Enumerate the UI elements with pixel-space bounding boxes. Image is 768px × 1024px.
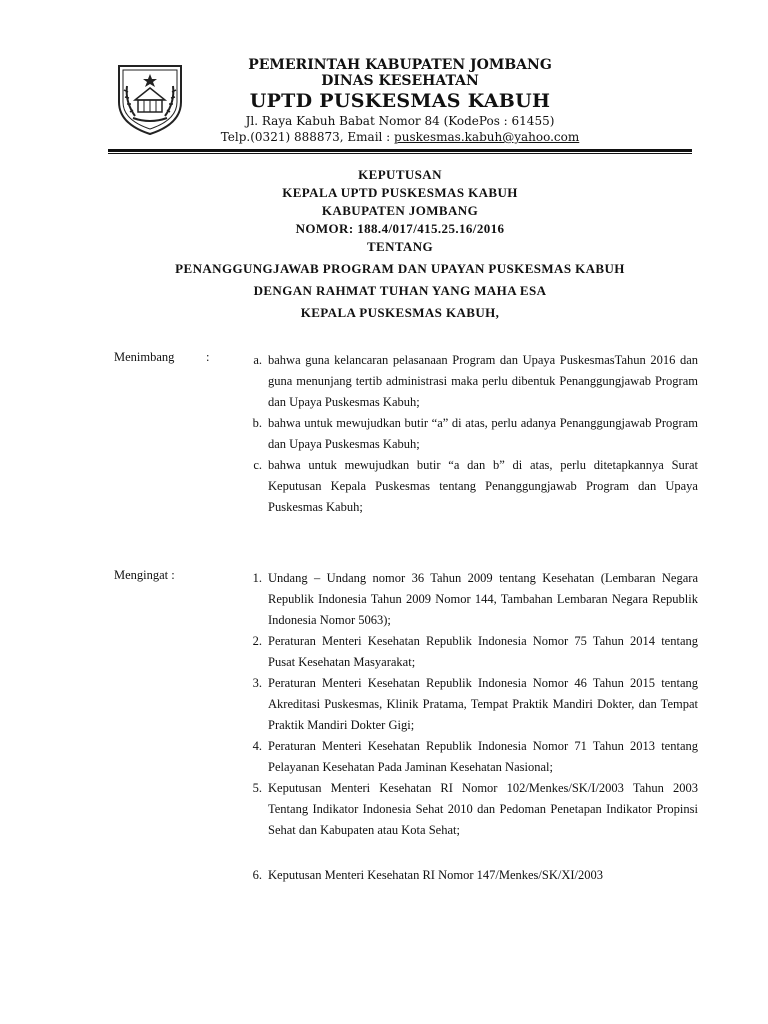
- letterhead: [190, 57, 610, 145]
- letterhead-government: PEMERINTAH KABUPATEN JOMBANG: [248, 57, 552, 73]
- letterhead-rule-thick: [108, 149, 692, 152]
- list-item-text: Keputusan Menteri Kesehatan RI Nomor 147/Menkes/SK/XI/2003: [268, 868, 604, 882]
- list-item: [242, 413, 698, 455]
- list-item: [242, 631, 698, 673]
- letterhead-agency: DINAS KESEHATAN: [321, 73, 479, 89]
- letterhead-rule-thin: [108, 153, 692, 154]
- letterhead-phone: Telp.(0321) 888873, Email :: [220, 130, 395, 144]
- list-item-text: Undang – Undang nomor 36 Tahun 2009 tentang Kesehatan (Lembaran Negara Republik Indonesia Tahun 2009 Nomor 144, Tambahan Lembaran Negara Republik Indonesia Nomor 5063);: [268, 571, 698, 627]
- list-marker: 3.: [252, 676, 262, 690]
- list-marker: 4.: [252, 739, 262, 753]
- list-marker: 6.: [252, 868, 262, 882]
- list-item: [242, 455, 698, 518]
- decree-title: KEPUTUSAN: [358, 167, 442, 182]
- list-item: [242, 568, 698, 631]
- list-marker: c.: [253, 458, 262, 472]
- letterhead-email-link[interactable]: puskesmas.kabuh@yahoo.com: [394, 130, 580, 144]
- decree-region: KABUPATEN JOMBANG: [321, 203, 479, 218]
- mengingat-list: [242, 568, 698, 886]
- letterhead-unit: UPTD PUSKESMAS KABUH: [249, 90, 551, 112]
- list-item: [242, 736, 698, 778]
- list-item: [242, 673, 698, 736]
- list-marker: a.: [253, 353, 262, 367]
- list-item-text: bahwa guna kelancaran pelasanaan Program dan Upaya PuskesmasTahun 2016 dan guna menunjang tertib administrasi maka perlu dibentuk Penanggungjawab Program dan Upaya Puskesmas Kabuh;: [268, 353, 698, 409]
- decree-subject-block: [100, 236, 700, 324]
- list-marker: 5.: [252, 781, 262, 795]
- decree-grace: DENGAN RAHMAT TUHAN YANG MAHA ESA: [253, 283, 547, 298]
- list-item-text: Peraturan Menteri Kesehatan Republik Indonesia Nomor 75 Tahun 2014 tentang Pusat Kesehatan Masyarakat;: [268, 634, 698, 669]
- list-item-text: Keputusan Menteri Kesehatan RI Nomor 102/Menkes/SK/I/2003 Tahun 2003 Tentang Indikator Indonesia Sehat 2010 dan Pedoman Penetapan Indikator Propinsi Sehat dan Kabupaten atau Kota Sehat;: [268, 781, 698, 837]
- letterhead-address: Jl. Raya Kabuh Babat Nomor 84 (KodePos : 61455): [245, 114, 555, 128]
- decree-about-label: TENTANG: [366, 239, 434, 254]
- regency-emblem-icon: [113, 62, 187, 136]
- list-marker: 2.: [252, 634, 262, 648]
- decree-heading: [100, 166, 700, 238]
- list-item-text: bahwa untuk mewujudkan butir “a dan b” di atas, perlu ditetapkannya Surat Keputusan Kepala Puskesmas tentang Penanggungjawab Program dan Upaya Puskesmas Kabuh;: [268, 458, 698, 514]
- list-item-text: Peraturan Menteri Kesehatan Republik Indonesia Nomor 46 Tahun 2015 tentang Akreditasi Puskesmas, Klinik Pratama, Tempat Praktik Mandiri Dokter, dan Tempat Praktik Mandiri Dokter Gigi;: [268, 676, 698, 732]
- menimbang-list: [242, 350, 698, 518]
- list-item-text: bahwa untuk mewujudkan butir “a” di atas, perlu adanya Penanggungjawab Program dan Upaya Puskesmas Kabuh;: [268, 416, 698, 451]
- mengingat-label: Mengingat :: [114, 568, 175, 582]
- list-item-text: Peraturan Menteri Kesehatan Republik Indonesia Nomor 71 Tahun 2013 tentang Pelayanan Kesehatan Pada Jaminan Kesehatan Nasional;: [268, 739, 698, 774]
- decree-subject: PENANGGUNGJAWAB PROGRAM DAN UPAYAN PUSKESMAS KABUH: [175, 261, 625, 276]
- list-marker: 1.: [252, 571, 262, 585]
- decree-authority: KEPALA UPTD PUSKESMAS KABUH: [282, 185, 518, 200]
- menimbang-colon: :: [206, 350, 210, 364]
- decree-number: NOMOR: 188.4/017/415.25.16/2016: [295, 221, 505, 236]
- letterhead-contact: [190, 129, 610, 145]
- menimbang-label: Menimbang: [114, 350, 175, 364]
- list-item: [242, 865, 698, 886]
- decree-issuer: KEPALA PUSKESMAS KABUH,: [300, 305, 500, 320]
- page-spacing: [242, 841, 698, 865]
- list-item: [242, 778, 698, 841]
- list-marker: b.: [252, 416, 262, 430]
- list-item: [242, 350, 698, 413]
